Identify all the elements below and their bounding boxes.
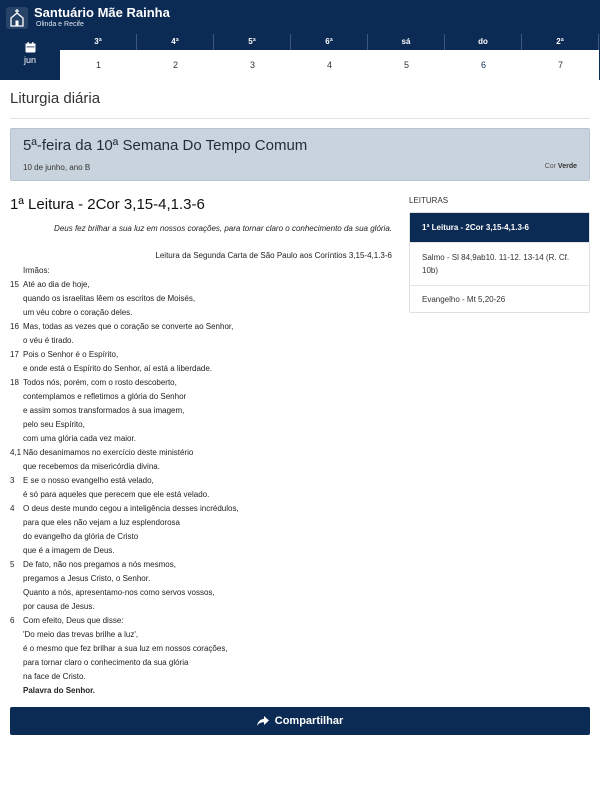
verse-number bbox=[10, 488, 23, 502]
color-label: Cor bbox=[544, 163, 556, 170]
verse-line bbox=[10, 544, 395, 558]
verse-line bbox=[10, 530, 395, 544]
verse-line bbox=[10, 460, 395, 474]
reading-closing: Palavra do Senhor. bbox=[23, 686, 96, 695]
verse-number bbox=[10, 544, 23, 558]
reading-text bbox=[10, 264, 395, 698]
day-cell[interactable] bbox=[522, 34, 599, 80]
color-value: Verde bbox=[557, 163, 577, 170]
verse-number: 4 bbox=[10, 504, 15, 513]
day-of-week: do bbox=[445, 34, 522, 50]
verse-number bbox=[10, 628, 23, 642]
verse-number: 4,1 bbox=[10, 448, 22, 457]
verse-line bbox=[10, 558, 395, 572]
day-number: 7 bbox=[522, 50, 599, 80]
verse-line bbox=[10, 404, 395, 418]
verse-number bbox=[10, 432, 23, 446]
verse-line bbox=[10, 614, 395, 628]
verse-text: Todos nós, porém, com o rosto descoberto, bbox=[23, 378, 177, 387]
verse-text: do evangelho da glória de Cristo bbox=[23, 532, 139, 541]
verse-text: um véu cobre o coração deles. bbox=[23, 308, 133, 317]
reading-title: 1ª Leitura - 2Cor 3,15-4,1.3-6 bbox=[10, 196, 205, 213]
site-title: Santuário Mãe Rainha bbox=[34, 5, 170, 20]
reading-link-psalm[interactable]: Salmo - Sl 84,9ab10. 11-12. 13-14 (R. Cf. 10b) bbox=[410, 242, 589, 285]
verse-number bbox=[10, 404, 23, 418]
verse-text: contemplamos e refletimos a glória do Senhor bbox=[23, 392, 187, 401]
reading-link-gospel[interactable]: Evangelho - Mt 5,20-26 bbox=[410, 285, 589, 312]
liturgical-color bbox=[545, 163, 577, 170]
month-label: jun bbox=[23, 55, 36, 65]
calendar-icon bbox=[25, 42, 36, 53]
day-of-week: 3ª bbox=[60, 34, 137, 50]
share-button[interactable] bbox=[10, 707, 590, 735]
verse-text: Mas, todas as vezes que o coração se converte ao Senhor, bbox=[23, 322, 234, 331]
verse-line bbox=[10, 642, 395, 656]
verse-text: Irmãos: bbox=[23, 266, 50, 275]
share-arrow-icon bbox=[257, 716, 269, 727]
verse-number: 18 bbox=[10, 378, 19, 387]
verse-text: e assim somos transformados à sua imagem, bbox=[23, 406, 185, 415]
verse-number bbox=[10, 670, 23, 684]
verse-line bbox=[10, 628, 395, 642]
verse-line bbox=[10, 600, 395, 614]
verse-text: pelo seu Espírito, bbox=[23, 420, 85, 429]
verse-line bbox=[10, 474, 395, 488]
readings-list bbox=[409, 212, 590, 313]
liturgical-day-title: 5ª-feira da 10ª Semana Do Tempo Comum bbox=[23, 137, 308, 154]
verse-number: 15 bbox=[10, 280, 19, 289]
verse-line bbox=[10, 670, 395, 684]
verse-line bbox=[10, 292, 395, 306]
liturgical-date: 10 de junho, ano B bbox=[23, 163, 91, 172]
verse-text: e onde está o Espírito do Senhor, aí está a liberdade. bbox=[23, 364, 213, 373]
verse-number bbox=[10, 586, 23, 600]
day-number: 2 bbox=[137, 50, 214, 80]
day-number: 6 bbox=[445, 50, 522, 80]
verse-line bbox=[10, 362, 395, 376]
readings-heading: LEITURAS bbox=[409, 196, 449, 205]
reading-source: Leitura da Segunda Carta de São Paulo aos Coríntios 3,15-4,1.3-6 bbox=[155, 251, 392, 260]
verse-line bbox=[10, 264, 395, 278]
verse-number bbox=[10, 334, 23, 348]
verse-number bbox=[10, 600, 23, 614]
verse-number bbox=[10, 264, 23, 278]
day-cell[interactable] bbox=[60, 34, 137, 80]
verse-text: De fato, não nos pregamos a nós mesmos, bbox=[23, 560, 176, 569]
verse-number: 3 bbox=[10, 476, 15, 485]
verse-text: Quanto a nós, apresentamo-nos como servos vossos, bbox=[23, 588, 215, 597]
verse-text: por causa de Jesus. bbox=[23, 602, 95, 611]
verse-line bbox=[10, 278, 395, 292]
verse-text: pregamos a Jesus Cristo, o Senhor. bbox=[23, 574, 151, 583]
month-selector[interactable] bbox=[0, 34, 60, 80]
verse-number bbox=[10, 642, 23, 656]
verse-text: para tornar claro o conhecimento da sua glória bbox=[23, 658, 189, 667]
day-number: 1 bbox=[60, 50, 137, 80]
verse-line bbox=[10, 586, 395, 600]
verse-text: Até ao dia de hoje, bbox=[23, 280, 90, 289]
verse-number bbox=[10, 460, 23, 474]
day-number: 3 bbox=[214, 50, 291, 80]
day-cell[interactable] bbox=[137, 34, 214, 80]
verse-line bbox=[10, 376, 395, 390]
verse-number bbox=[10, 516, 23, 530]
verse-number: 17 bbox=[10, 350, 19, 359]
verse-text: quando os israelitas lêem os escritos de Moisés, bbox=[23, 294, 196, 303]
closing-line bbox=[10, 684, 395, 698]
verse-text: para que eles não vejam a luz esplendorosa bbox=[23, 518, 180, 527]
day-cell[interactable] bbox=[291, 34, 368, 80]
verse-number bbox=[10, 418, 23, 432]
verse-line bbox=[10, 390, 395, 404]
verse-number bbox=[10, 530, 23, 544]
day-cell[interactable] bbox=[368, 34, 445, 80]
verse-line bbox=[10, 656, 395, 670]
day-number: 4 bbox=[291, 50, 368, 80]
verse-text: é o mesmo que fez brilhar a sua luz em nossos corações, bbox=[23, 644, 228, 653]
day-of-week: 6ª bbox=[291, 34, 368, 50]
verse-line bbox=[10, 488, 395, 502]
verse-line bbox=[10, 446, 395, 460]
day-of-week: sá bbox=[368, 34, 445, 50]
verse-line bbox=[10, 306, 395, 320]
share-label: Compartilhar bbox=[274, 715, 344, 727]
verse-number bbox=[10, 390, 23, 404]
page-title: Liturgia diária bbox=[10, 90, 101, 107]
day-cell[interactable] bbox=[445, 34, 522, 80]
verse-text: O deus deste mundo cegou a inteligência desses incrédulos, bbox=[23, 504, 239, 513]
verse-line bbox=[10, 334, 395, 348]
app-header bbox=[0, 0, 600, 80]
day-cell[interactable] bbox=[214, 34, 291, 80]
church-logo-icon bbox=[6, 7, 28, 29]
verse-number: 6 bbox=[10, 616, 15, 625]
verse-number bbox=[10, 362, 23, 376]
divider bbox=[10, 118, 590, 119]
verse-line bbox=[10, 418, 395, 432]
liturgical-day-banner bbox=[10, 128, 590, 181]
reading-link-first[interactable]: 1ª Leitura - 2Cor 3,15-4,1.3-6 bbox=[410, 213, 589, 242]
day-number: 5 bbox=[368, 50, 445, 80]
verse-text: Com efeito, Deus que disse: bbox=[23, 616, 124, 625]
verse-number bbox=[10, 572, 23, 586]
day-of-week: 2ª bbox=[522, 34, 599, 50]
verse-number bbox=[10, 656, 23, 670]
week-days bbox=[60, 34, 600, 80]
verse-text: que é a imagem de Deus. bbox=[23, 546, 115, 555]
day-of-week: 4ª bbox=[137, 34, 214, 50]
day-of-week: 5ª bbox=[214, 34, 291, 50]
verse-number: 5 bbox=[10, 560, 15, 569]
site-subtitle: Olinda e Recife bbox=[36, 21, 84, 28]
verse-line bbox=[10, 572, 395, 586]
verse-text: na face de Cristo. bbox=[23, 672, 86, 681]
verse-text: Não desanimamos no exercício deste ministério bbox=[23, 448, 194, 457]
verse-text: E se o nosso evangelho está velado, bbox=[23, 476, 154, 485]
verse-line bbox=[10, 432, 395, 446]
verse-number: 16 bbox=[10, 322, 19, 331]
verse-text: é só para aqueles que perecem que ele está velado. bbox=[23, 490, 210, 499]
verse-number bbox=[10, 292, 23, 306]
verse-text: com uma glória cada vez maior. bbox=[23, 434, 136, 443]
verse-text: 'Do meio das trevas brilhe a luz', bbox=[23, 630, 139, 639]
verse-line bbox=[10, 320, 395, 334]
reading-antiphon: Deus fez brilhar a sua luz em nossos corações, para tornar claro o conhecimento da sua glória. bbox=[54, 224, 392, 233]
site-logo[interactable] bbox=[6, 6, 170, 29]
verse-line bbox=[10, 348, 395, 362]
verse-line bbox=[10, 516, 395, 530]
verse-text: que recebemos da misericórdia divina. bbox=[23, 462, 160, 471]
verse-line bbox=[10, 502, 395, 516]
verse-text: Pois o Senhor é o Espírito, bbox=[23, 350, 119, 359]
verse-number bbox=[10, 306, 23, 320]
verse-text: o véu é tirado. bbox=[23, 336, 74, 345]
